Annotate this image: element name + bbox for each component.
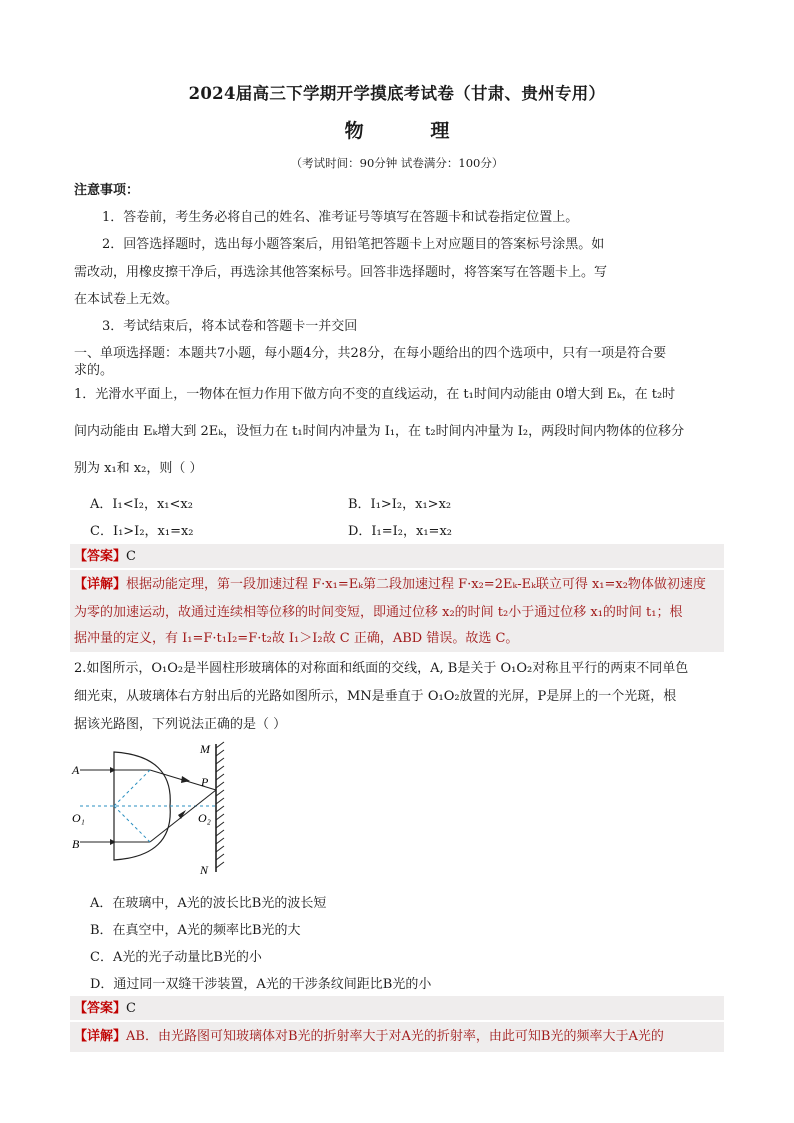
- subject-title: [0, 116, 794, 143]
- label-A: A: [72, 763, 80, 777]
- section-1-heading-line-1: 一、单项选择题：本题共7小题，每小题4分，共28分，在每小题给出的四个选项中，只有一项是符合要: [74, 346, 667, 361]
- q1-option-c: C．I₁>I₂，x₁=x₂: [90, 524, 194, 539]
- label-O2: O₂: [198, 811, 211, 825]
- q2-optics-figure: [70, 738, 250, 878]
- q2-answer-label: 【答案】: [74, 1001, 127, 1016]
- q1-stem-line-1: 1．光滑水平面上，一物体在恒力作用下做方向不变的直线运动，在 t₁时间内动能由 0增大到 Eₖ，在 t₂时: [74, 387, 676, 402]
- subject-char-1: 物: [344, 120, 364, 142]
- exam-title: 2024届高三下学期开学摸底考试卷（甘肃、贵州专用）: [188, 84, 606, 103]
- notes-item-1: 1．答卷前，考生务必将自己的姓名、准考证号等填写在答题卡和试卷指定位置上。: [102, 210, 579, 225]
- q1-detail-line-1: [74, 576, 706, 593]
- q2-answer: [74, 1000, 136, 1017]
- notes-item-2-line-3: 在本试卷上无效。: [74, 292, 179, 307]
- label-O1: O₁: [72, 811, 85, 825]
- q1-stem-line-3: 别为 x₁和 x₂，则（ ）: [74, 461, 203, 476]
- q1-detail-line-3: 据冲量的定义，有 I₁=F·t₁I₂=F·t₂故 I₁＞I₂故 C 正确，ABD 错误。故选 C。: [74, 631, 519, 646]
- q2-option-a: A．在玻璃中，A光的波长比B光的波长短: [90, 896, 327, 911]
- q2-detail-label: 【详解】: [74, 1029, 127, 1044]
- q1-answer-value: C: [126, 549, 136, 564]
- q1-detail-label: 【详解】: [74, 577, 127, 592]
- q1-detail-text-1: 根据动能定理，第一段加速过程 F·x₁=Eₖ第二段加速过程 F·x₂=2Eₖ-Eₖ联立可得 x₁=x₂物体做初速度: [126, 577, 706, 592]
- q1-answer-label: 【答案】: [74, 549, 127, 564]
- q1-stem-line-2: 间内动能由 Eₖ增大到 2Eₖ，设恒力在 t₁时间内冲量为 I₁，在 t₂时间内冲量为 I₂，两段时间内物体的位移分: [74, 424, 685, 439]
- label-N: N: [200, 863, 209, 877]
- q2-detail-line-1: [74, 1028, 664, 1045]
- q2-option-c: C．A光的光子动量比B光的小: [90, 950, 262, 965]
- exam-info: （考试时间：90分钟 试卷满分：100分）: [290, 156, 504, 170]
- label-P: P: [201, 775, 209, 789]
- notes-item-3: 3．考试结束后，将本试卷和答题卡一并交回: [102, 319, 358, 334]
- q1-answer: [74, 548, 136, 565]
- q2-stem-line-1: 2.如图所示，O₁O₂是半圆柱形玻璃体的对称面和纸面的交线，A, B是关于 O₁O₂对称且平行的两束不同单色: [74, 661, 689, 676]
- notes-item-2-line-2: 需改动，用橡皮擦干净后，再选涂其他答案标号。回答非选择题时，将答案写在答题卡上。写: [74, 265, 608, 280]
- section-1-heading-line-2: 求的。: [74, 363, 114, 378]
- q1-detail-line-2: 为零的加速运动，故通过连续相等位移的时间变短，即通过位移 x₂的时间 t₂小于通过位移 x₁的时间 t₁；根: [74, 605, 683, 620]
- q2-option-d: D．通过同一双缝干涉装置，A光的干涉条纹间距比B光的小: [90, 977, 432, 992]
- label-B: B: [72, 837, 80, 851]
- q2-stem-line-2: 细光束，从玻璃体右方射出后的光路如图所示，MN是垂直于 O₁O₂放置的光屏，P是屏上的一个光斑，根: [74, 689, 677, 704]
- notes-heading: 注意事项：: [74, 183, 140, 198]
- q2-stem-line-3: 据该光路图，下列说法正确的是（ ）: [74, 717, 287, 732]
- q1-option-b: B．I₁>I₂，x₁>x₂: [348, 497, 452, 512]
- label-M: M: [200, 742, 210, 756]
- q2-answer-value: C: [126, 1001, 136, 1016]
- q1-option-d: D．I₁=I₂，x₁=x₂: [348, 524, 452, 539]
- q2-option-b: B．在真空中，A光的频率比B光的大: [90, 923, 301, 938]
- notes-item-2-line-1: 2．回答选择题时，选出每小题答案后，用铅笔把答题卡上对应题目的答案标号涂黑。如: [102, 237, 605, 252]
- q1-answer-bar: [70, 544, 724, 568]
- q2-answer-bar: [70, 996, 724, 1020]
- q1-option-a: A．I₁<I₂，x₁<x₂: [90, 497, 193, 512]
- subject-char-2: 理: [430, 120, 450, 142]
- q2-detail-text-1: AB．由光路图可知玻璃体对B光的折射率大于对A光的折射率，由此可知B光的频率大于A光的: [126, 1029, 664, 1044]
